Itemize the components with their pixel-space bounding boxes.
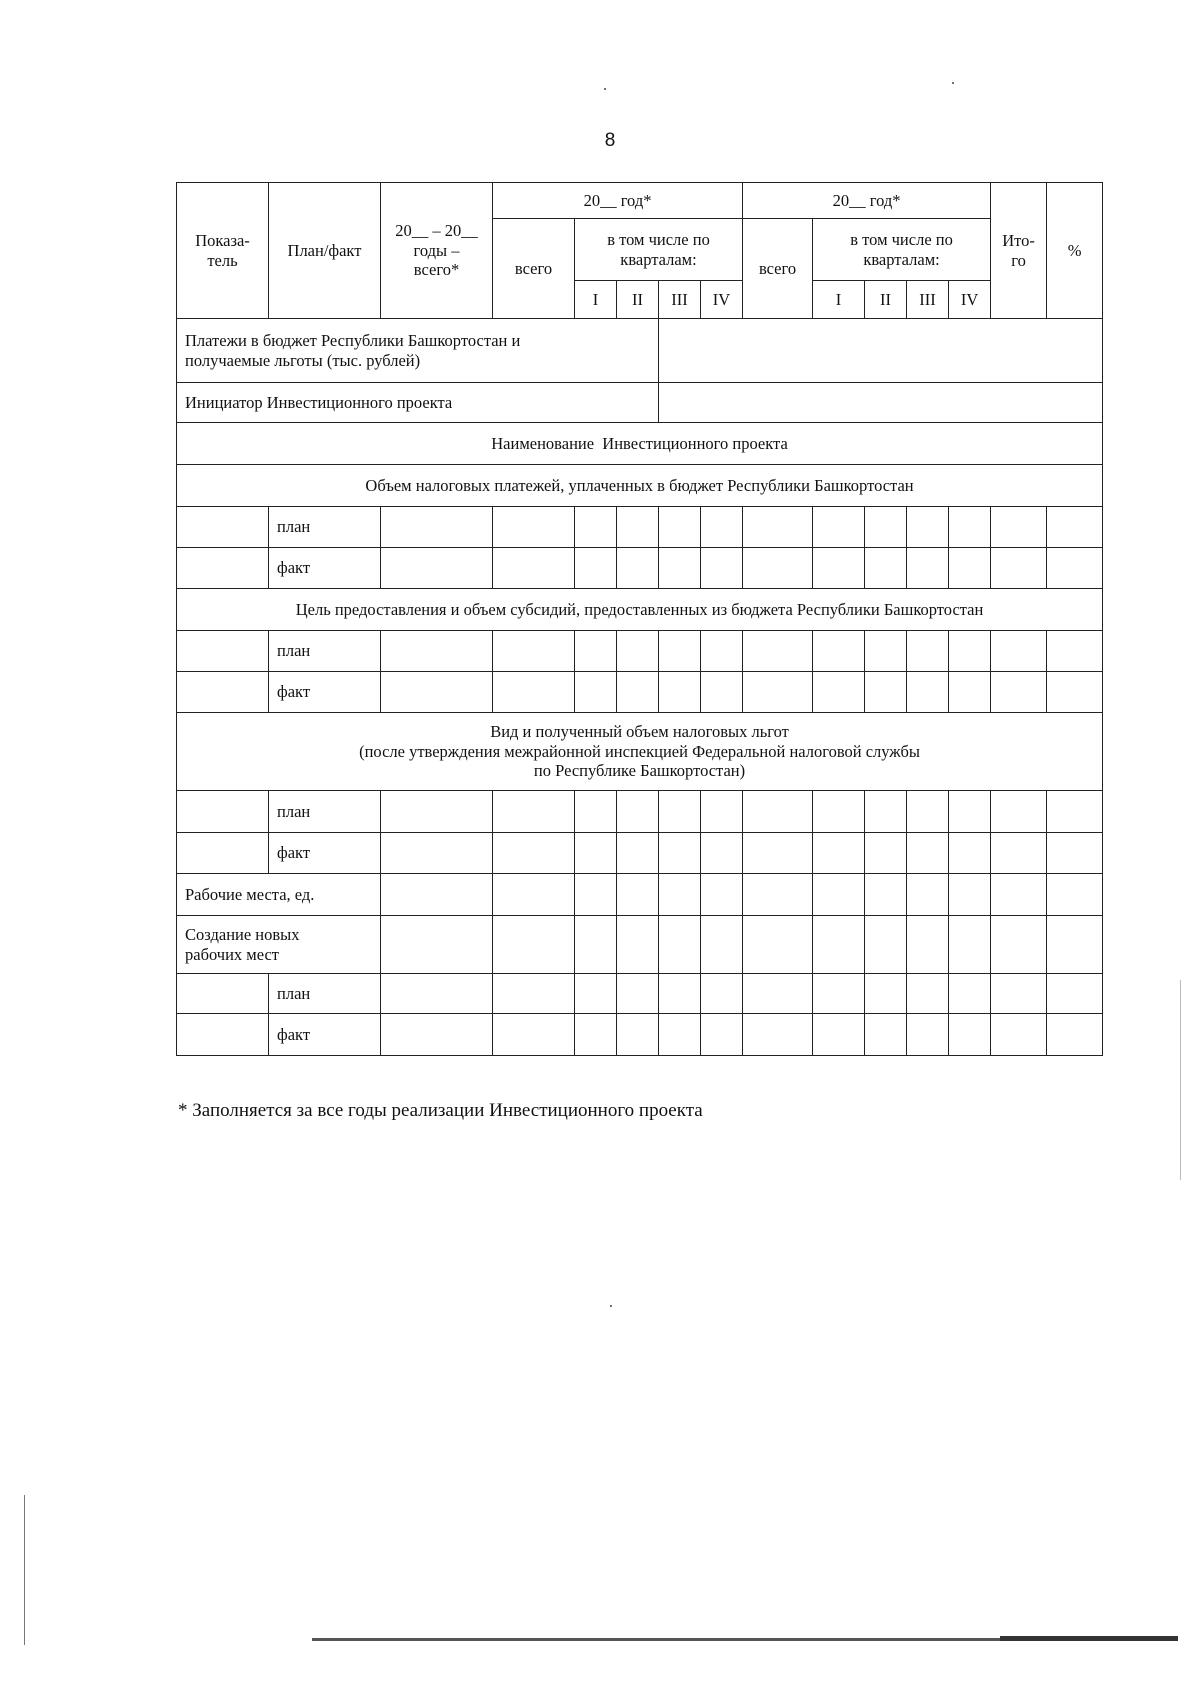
cell[interactable]: [659, 791, 701, 833]
header-percent: [1047, 183, 1103, 319]
cell[interactable]: [659, 507, 701, 548]
cell[interactable]: [575, 672, 617, 713]
cell[interactable]: [907, 916, 949, 974]
cell[interactable]: [177, 672, 269, 713]
cell[interactable]: [493, 548, 575, 589]
cell[interactable]: [493, 874, 575, 916]
cell[interactable]: [617, 791, 659, 833]
cell[interactable]: [701, 1014, 743, 1056]
cell[interactable]: [813, 548, 865, 589]
row-label-plan: план: [269, 791, 381, 833]
footnote: * Заполняется за все годы реализации Инвестиционного проекта: [178, 1100, 703, 1121]
header-year2-quarters-text: в том числе по кварталам:: [850, 229, 953, 269]
cell[interactable]: [813, 631, 865, 672]
cell[interactable]: [617, 672, 659, 713]
cell[interactable]: [949, 974, 991, 1014]
cell[interactable]: [701, 791, 743, 833]
cell[interactable]: [493, 672, 575, 713]
scan-edge-line: [1180, 980, 1181, 1180]
cell[interactable]: [949, 916, 991, 974]
header-plan-fact: [269, 183, 381, 319]
year2-quarter-3: III: [907, 281, 949, 319]
cell[interactable]: [813, 916, 865, 974]
table-row: [177, 507, 1103, 548]
cell[interactable]: [659, 916, 701, 974]
cell[interactable]: [575, 1014, 617, 1056]
cell[interactable]: [493, 631, 575, 672]
year2-quarter-2: II: [865, 281, 907, 319]
cell[interactable]: [177, 548, 269, 589]
cell[interactable]: [177, 1014, 269, 1056]
year1-quarter-4: IV: [701, 281, 743, 319]
cell[interactable]: [743, 672, 813, 713]
cell[interactable]: [1047, 1014, 1103, 1056]
cell[interactable]: [949, 507, 991, 548]
row-label-fact: факт: [269, 672, 381, 713]
cell[interactable]: [813, 974, 865, 1014]
table-row: [177, 974, 1103, 1014]
cell[interactable]: [949, 833, 991, 874]
cell[interactable]: [865, 974, 907, 1014]
cell[interactable]: [743, 874, 813, 916]
cell[interactable]: [575, 916, 617, 974]
cell[interactable]: [865, 507, 907, 548]
row-label-plan: план: [269, 974, 381, 1014]
scan-bottom-bar-dark: [1000, 1636, 1178, 1641]
cell[interactable]: [659, 874, 701, 916]
table-row: [177, 833, 1103, 874]
cell[interactable]: [493, 916, 575, 974]
cell[interactable]: [493, 833, 575, 874]
header-year2: [743, 183, 991, 219]
cell[interactable]: [865, 916, 907, 974]
cell[interactable]: [575, 631, 617, 672]
cell[interactable]: [949, 1014, 991, 1056]
header-indicator-text: Показа- тель: [195, 230, 250, 270]
row-label-fact: факт: [269, 833, 381, 874]
payments-value[interactable]: [659, 319, 1103, 383]
cell[interactable]: [1047, 631, 1103, 672]
cell[interactable]: [177, 631, 269, 672]
row-label-fact: факт: [269, 1014, 381, 1056]
table-row: [177, 631, 1103, 672]
cell[interactable]: [617, 507, 659, 548]
cell[interactable]: [617, 548, 659, 589]
year1-quarter-1: I: [575, 281, 617, 319]
cell[interactable]: [617, 631, 659, 672]
cell[interactable]: [813, 507, 865, 548]
cell[interactable]: [381, 631, 493, 672]
cell[interactable]: [991, 548, 1047, 589]
scan-dot: [952, 82, 954, 84]
cell[interactable]: [575, 874, 617, 916]
subsidies-section: [177, 589, 1103, 631]
cell[interactable]: [991, 874, 1047, 916]
table-row: [177, 548, 1103, 589]
cell[interactable]: [659, 1014, 701, 1056]
cell[interactable]: [907, 507, 949, 548]
cell[interactable]: [659, 631, 701, 672]
cell[interactable]: [617, 874, 659, 916]
tax-benefits-section: [177, 713, 1103, 791]
table-row: [177, 791, 1103, 833]
cell[interactable]: [493, 974, 575, 1014]
header-plan-fact-text: План/факт: [287, 240, 362, 260]
cell[interactable]: [1047, 874, 1103, 916]
cell[interactable]: [575, 833, 617, 874]
cell[interactable]: [907, 548, 949, 589]
year2-quarter-4: IV: [949, 281, 991, 319]
cell[interactable]: [659, 548, 701, 589]
header-year2-text: 20__ год*: [832, 190, 901, 210]
cell[interactable]: [493, 507, 575, 548]
cell[interactable]: [659, 672, 701, 713]
cell[interactable]: [701, 507, 743, 548]
initiator-label-text: Инициатор Инвестиционного проекта: [185, 392, 453, 412]
new-jobs-label-text: Создание новых рабочих мест: [185, 924, 300, 964]
cell[interactable]: [743, 1014, 813, 1056]
cell[interactable]: [575, 548, 617, 589]
header-year1-quarters-text: в том числе по кварталам:: [607, 229, 710, 269]
header-year1-text: 20__ год*: [583, 190, 652, 210]
header-year2-quarters: [813, 219, 991, 281]
year2-quarter-1: I: [813, 281, 865, 319]
project-name-text: Наименование Инвестиционного проекта: [491, 433, 788, 453]
cell[interactable]: [743, 548, 813, 589]
cell[interactable]: [617, 833, 659, 874]
table-row: [177, 1014, 1103, 1056]
cell[interactable]: [381, 974, 493, 1014]
header-years-total-text: 20__ – 20__ годы – всего*: [395, 220, 478, 280]
header-years-total: [381, 183, 493, 319]
header-year2-total-text: всего: [758, 258, 797, 278]
cell[interactable]: [575, 974, 617, 1014]
cell[interactable]: [865, 631, 907, 672]
cell[interactable]: [813, 791, 865, 833]
cell[interactable]: [743, 916, 813, 974]
header-itogo-text: Ито- го: [1002, 230, 1035, 270]
cell[interactable]: [991, 507, 1047, 548]
header-itogo: [991, 183, 1047, 319]
cell[interactable]: [381, 874, 493, 916]
cell[interactable]: [813, 1014, 865, 1056]
tax-benefits-text: Вид и полученный объем налоговых льгот (после утверждения межрайонной инспекцией Федеральной налоговой службы по Республике Башкортостан): [359, 721, 920, 781]
table-row: [177, 916, 1103, 974]
cell[interactable]: [617, 916, 659, 974]
cell[interactable]: [743, 791, 813, 833]
initiator-value[interactable]: [659, 383, 1103, 423]
header-indicator: [177, 183, 269, 319]
tax-payments-text: Объем налоговых платежей, уплаченных в бюджет Республики Башкортостан: [365, 475, 914, 495]
row-label-plan: план: [269, 507, 381, 548]
new-jobs-label: [177, 916, 381, 974]
cell[interactable]: [1047, 507, 1103, 548]
cell[interactable]: [907, 791, 949, 833]
cell[interactable]: [659, 833, 701, 874]
cell[interactable]: [381, 672, 493, 713]
header-year1: [493, 183, 743, 219]
row-label-plan: план: [269, 631, 381, 672]
cell[interactable]: [1047, 974, 1103, 1014]
cell[interactable]: [743, 631, 813, 672]
scan-edge-line: [24, 1495, 25, 1645]
jobs-label: [177, 874, 381, 916]
header-year1-quarters: [575, 219, 743, 281]
investment-report-table: [176, 182, 1103, 1056]
cell[interactable]: [991, 672, 1047, 713]
cell[interactable]: [865, 874, 907, 916]
cell[interactable]: [743, 974, 813, 1014]
cell[interactable]: [1047, 791, 1103, 833]
scan-dot: [610, 1305, 612, 1307]
cell[interactable]: [575, 791, 617, 833]
cell[interactable]: [949, 548, 991, 589]
cell[interactable]: [907, 631, 949, 672]
cell[interactable]: [701, 548, 743, 589]
cell[interactable]: [701, 916, 743, 974]
cell[interactable]: [177, 974, 269, 1014]
cell[interactable]: [991, 791, 1047, 833]
cell[interactable]: [381, 791, 493, 833]
cell[interactable]: [493, 1014, 575, 1056]
header-year1-total-text: всего: [514, 258, 553, 278]
cell[interactable]: [743, 507, 813, 548]
jobs-label-text: Рабочие места, ед.: [185, 884, 315, 904]
cell[interactable]: [575, 507, 617, 548]
cell[interactable]: [991, 974, 1047, 1014]
cell[interactable]: [381, 833, 493, 874]
cell[interactable]: [701, 833, 743, 874]
cell[interactable]: [991, 916, 1047, 974]
initiator-label: [177, 383, 659, 423]
cell[interactable]: [701, 672, 743, 713]
cell[interactable]: [381, 1014, 493, 1056]
cell[interactable]: [865, 548, 907, 589]
cell[interactable]: [907, 974, 949, 1014]
cell[interactable]: [177, 507, 269, 548]
cell[interactable]: [493, 791, 575, 833]
cell[interactable]: [949, 874, 991, 916]
cell[interactable]: [701, 974, 743, 1014]
row-label-fact: факт: [269, 548, 381, 589]
cell[interactable]: [949, 631, 991, 672]
cell[interactable]: [1047, 916, 1103, 974]
cell[interactable]: [1047, 833, 1103, 874]
year1-quarter-3: III: [659, 281, 701, 319]
header-year1-total: [493, 219, 575, 319]
cell[interactable]: [177, 791, 269, 833]
cell[interactable]: [991, 833, 1047, 874]
cell[interactable]: [1047, 672, 1103, 713]
project-name-section: [177, 423, 1103, 465]
cell[interactable]: [907, 833, 949, 874]
cell[interactable]: [865, 791, 907, 833]
cell[interactable]: [907, 672, 949, 713]
cell[interactable]: [659, 974, 701, 1014]
cell[interactable]: [381, 548, 493, 589]
cell[interactable]: [177, 833, 269, 874]
cell[interactable]: [949, 791, 991, 833]
cell[interactable]: [813, 874, 865, 916]
cell[interactable]: [865, 1014, 907, 1056]
cell[interactable]: [907, 1014, 949, 1056]
cell[interactable]: [949, 672, 991, 713]
table-row: [177, 672, 1103, 713]
cell[interactable]: [865, 833, 907, 874]
cell[interactable]: [907, 874, 949, 916]
cell[interactable]: [813, 672, 865, 713]
page-number: 8: [604, 130, 616, 151]
year1-quarter-2: II: [617, 281, 659, 319]
header-year2-total: [743, 219, 813, 319]
cell[interactable]: [617, 1014, 659, 1056]
payments-label-text: Платежи в бюджет Республики Башкортостан и получаемые льготы (тыс. рублей): [185, 330, 521, 370]
subsidies-text: Цель предоставления и объем субсидий, предоставленных из бюджета Республики Башкортостан: [295, 599, 984, 619]
cell[interactable]: [991, 1014, 1047, 1056]
cell[interactable]: [991, 631, 1047, 672]
cell[interactable]: [381, 916, 493, 974]
header-percent-text: %: [1067, 240, 1082, 260]
payments-label: [177, 319, 659, 383]
cell[interactable]: [381, 507, 493, 548]
cell[interactable]: [813, 833, 865, 874]
cell[interactable]: [865, 672, 907, 713]
scan-dot: [604, 88, 606, 90]
tax-payments-section: [177, 465, 1103, 507]
cell[interactable]: [1047, 548, 1103, 589]
table-row: [177, 874, 1103, 916]
cell[interactable]: [701, 631, 743, 672]
cell[interactable]: [701, 874, 743, 916]
cell[interactable]: [617, 974, 659, 1014]
cell[interactable]: [743, 833, 813, 874]
